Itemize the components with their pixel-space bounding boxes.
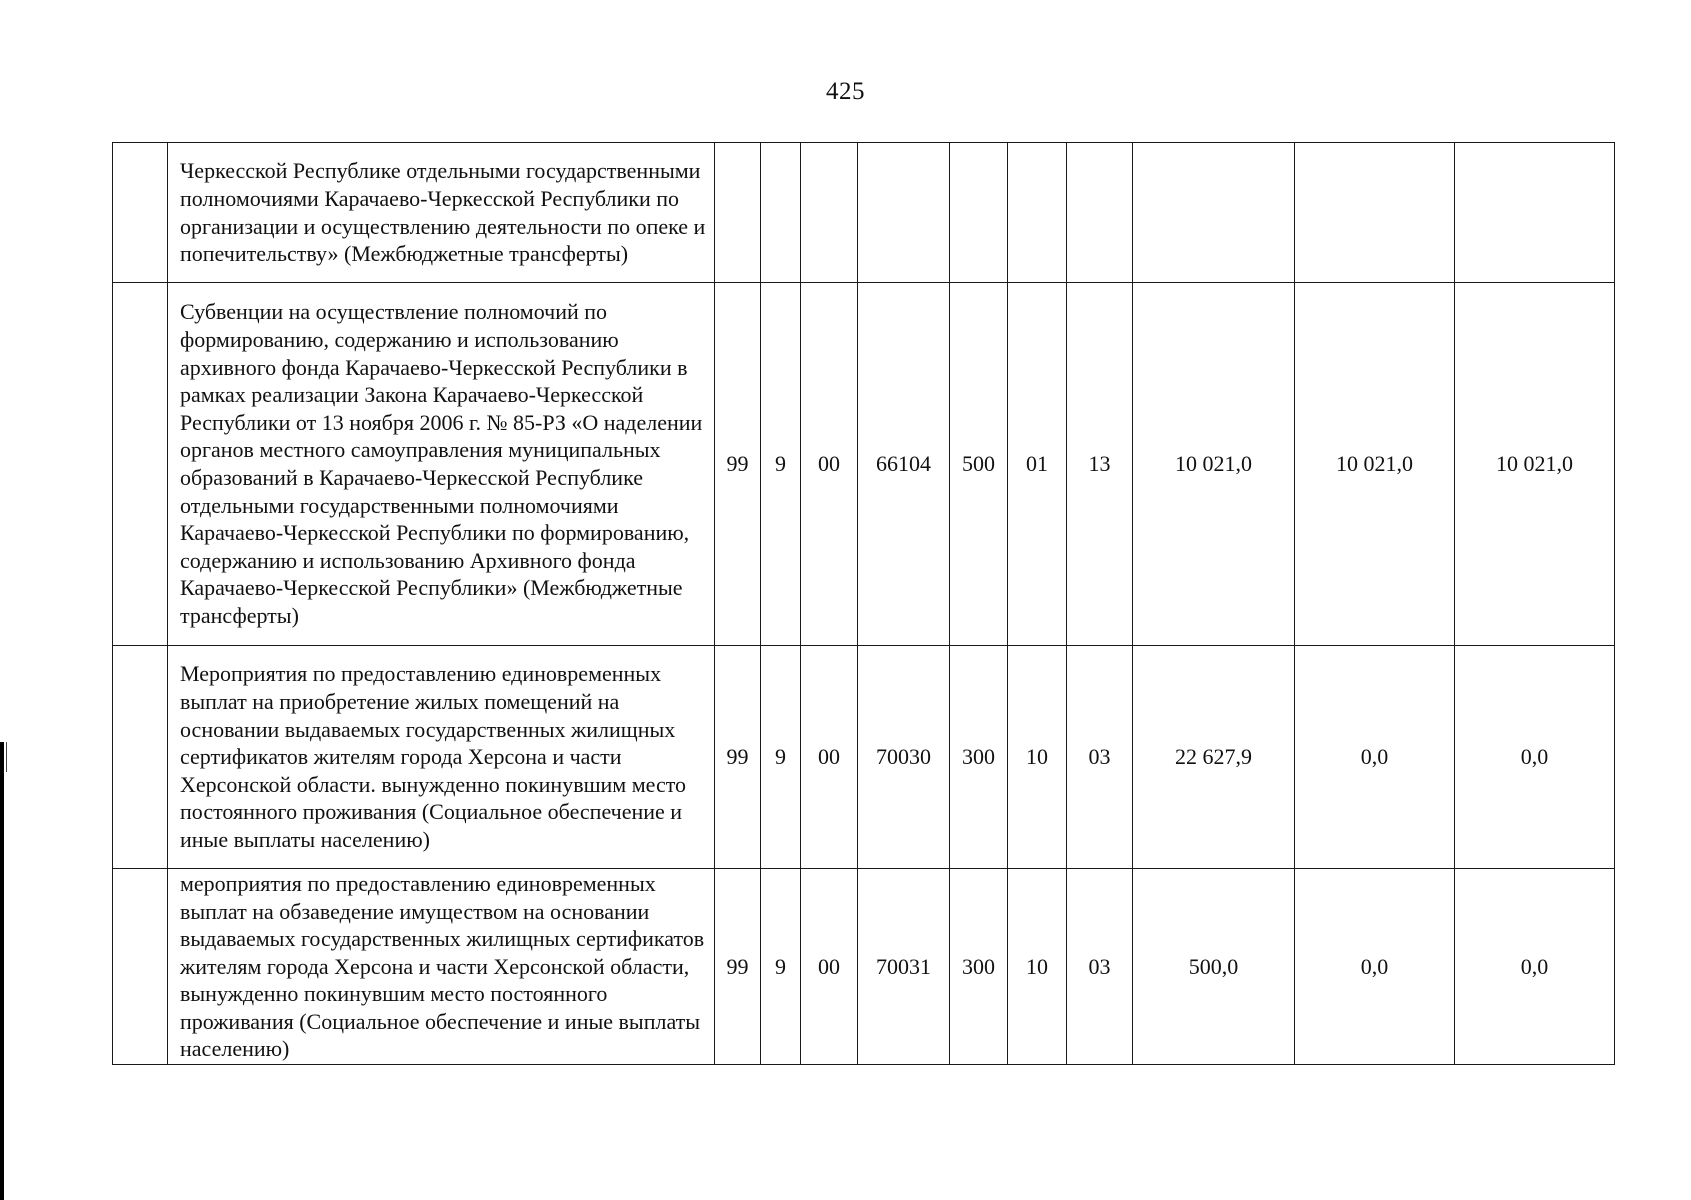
amount-year-3-cell: 0,0 [1455, 869, 1615, 1065]
table-row [113, 143, 1615, 283]
amount-year-1-cell [1133, 143, 1295, 283]
amount-year-3-cell [1455, 143, 1615, 283]
description-cell: Мероприятия по предоставлению единовременных выплат на приобретение жилых помещений на основании выдаваемых государственных жилищных сертификатов жителям города Херсона и части Херсонской области. вынужденно покинувшим место постоянного проживания (Социальное обеспечение и иные выплаты населению) [168, 646, 715, 869]
expense-type-cell [950, 143, 1008, 283]
amount-year-1-cell: 10 021,0 [1133, 283, 1295, 646]
amount-year-3-cell: 10 021,0 [1455, 283, 1615, 646]
subprogram-code-cell [761, 143, 801, 283]
amount-year-1-cell: 22 627,9 [1133, 646, 1295, 869]
expense-type-cell: 300 [950, 646, 1008, 869]
main-event-code-cell [801, 143, 858, 283]
description-cell: мероприятия по предоставлению единовременных выплат на обзаведение имуществом на основании выдаваемых государственных жилищных сертификатов жителям города Херсона и части Херсонской области, вынужденно покинувшим место постоянного проживания (Социальное обеспечение и иные выплаты населению) [168, 869, 715, 1065]
amount-year-1-cell: 500,0 [1133, 869, 1295, 1065]
amount-year-3-cell: 0,0 [1455, 646, 1615, 869]
expense-type-cell: 500 [950, 283, 1008, 646]
page-number: 425 [826, 78, 865, 105]
description-cell: Черкесской Республике отдельными государственными полномочиями Карачаево-Черкесской Республики по организации и осуществлению деятельности по опеке и попечительству» (Межбюджетные трансферты) [168, 143, 715, 283]
direction-code-cell: 66104 [858, 283, 950, 646]
program-code-cell: 99 [715, 646, 761, 869]
amount-year-2-cell: 10 021,0 [1295, 283, 1455, 646]
subsection-code-cell: 03 [1067, 869, 1133, 1065]
amount-year-2-cell: 0,0 [1295, 646, 1455, 869]
subsection-code-cell: 13 [1067, 283, 1133, 646]
scan-edge-mark-thin [6, 742, 7, 772]
amount-year-2-cell [1295, 143, 1455, 283]
scan-edge-mark [0, 742, 4, 1200]
subsection-code-cell [1067, 143, 1133, 283]
section-code-cell [1008, 143, 1067, 283]
amount-year-2-cell: 0,0 [1295, 869, 1455, 1065]
direction-code-cell: 70030 [858, 646, 950, 869]
section-code-cell: 01 [1008, 283, 1067, 646]
row-number-cell [113, 143, 168, 283]
expense-type-cell: 300 [950, 869, 1008, 1065]
budget-table [112, 142, 1615, 1065]
program-code-cell: 99 [715, 283, 761, 646]
main-event-code-cell: 00 [801, 646, 858, 869]
table-row [113, 283, 1615, 646]
direction-code-cell [858, 143, 950, 283]
section-code-cell: 10 [1008, 869, 1067, 1065]
subprogram-code-cell: 9 [761, 646, 801, 869]
program-code-cell: 99 [715, 869, 761, 1065]
row-number-cell [113, 646, 168, 869]
subprogram-code-cell: 9 [761, 869, 801, 1065]
section-code-cell: 10 [1008, 646, 1067, 869]
row-number-cell [113, 283, 168, 646]
description-cell: Субвенции на осуществление полномочий по формированию, содержанию и использованию архивного фонда Карачаево-Черкесской Республики в рамках реализации Закона Карачаево-Черкесской Республики от 13 ноября 2006 г. № 85-РЗ «О наделении органов местного самоуправления муниципальных образований в Карачаево-Черкесской Республике отдельными государственными полномочиями Карачаево-Черкесской Республики по формированию, содержанию и использованию Архивного фонда Карачаево-Черкесской Республики» (Межбюджетные трансферты) [168, 283, 715, 646]
main-event-code-cell: 00 [801, 283, 858, 646]
table-row [113, 646, 1615, 869]
subsection-code-cell: 03 [1067, 646, 1133, 869]
program-code-cell [715, 143, 761, 283]
row-number-cell [113, 869, 168, 1065]
direction-code-cell: 70031 [858, 869, 950, 1065]
table-row [113, 869, 1615, 1065]
main-event-code-cell: 00 [801, 869, 858, 1065]
subprogram-code-cell: 9 [761, 283, 801, 646]
